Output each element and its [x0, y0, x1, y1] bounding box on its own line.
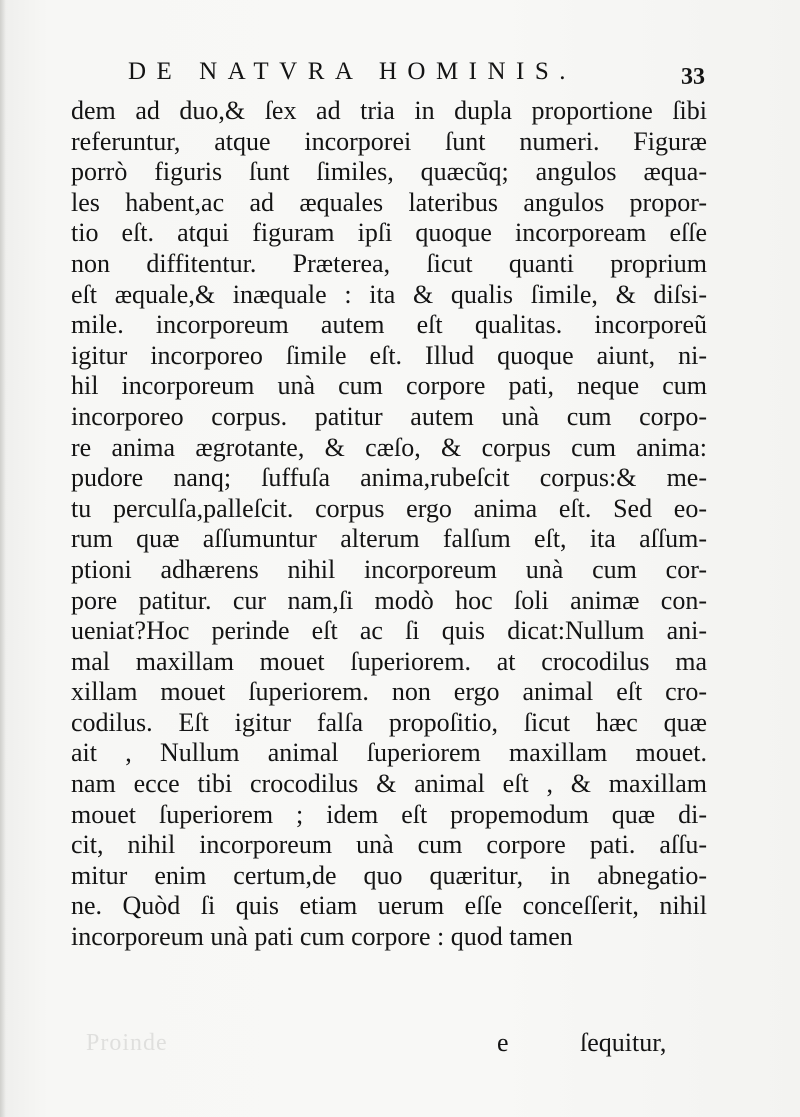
text-line: nam ecce tibi crocodilus & animal eſt , & maxillam [71, 769, 707, 799]
page-footer [0, 1028, 800, 1062]
text-line: pudore nanq; ſuffuſa anima,rubeſcit corpus:& me- [71, 463, 707, 493]
running-title: DE NATVRA HOMINIS. [128, 58, 577, 85]
text-line: rum quæ aſſumuntur alterum falſum eſt, ita aſſum- [71, 524, 707, 554]
text-line: igitur incorporeo ſimile eſt. Illud quoque aiunt, ni- [71, 340, 707, 370]
text-line: hil incorporeum unà cum corpore pati, neque cum [71, 371, 707, 401]
text-line: ait , Nullum animal ſuperiorem maxillam mouet. [71, 738, 707, 768]
show-through-text: Proinde [86, 1030, 168, 1056]
text-line: re anima ægrotante, & cæſo, & corpus cum anima: [71, 432, 707, 462]
text-line: referuntur, atque incorporei ſunt numeri. Figuræ [71, 126, 707, 156]
page-number: 33 [681, 64, 705, 90]
signature-mark: e [497, 1028, 509, 1057]
body-text [71, 96, 707, 953]
text-line: non diffitentur. Præterea, ſicut quanti proprium [71, 248, 707, 278]
text-line: tu perculſa,palleſcit. corpus ergo anima eſt. Sed eo- [71, 493, 707, 523]
text-line: ptioni adhærens nihil incorporeum unà cum cor- [71, 554, 707, 584]
text-line: pore patitur. cur nam,ſi modò hoc ſoli animæ con- [71, 585, 707, 615]
text-line: porrò figuris ſunt ſimiles, quæcũq; angulos æqua- [71, 157, 707, 187]
text-line: tio eſt. atqui figuram ipſi quoque incorpoream eſſe [71, 218, 707, 248]
text-line: mile. incorporeum autem eſt qualitas. incorporeũ [71, 310, 707, 340]
text-line: mitur enim certum,de quo quæritur, in abnegatio- [71, 860, 707, 890]
text-line: incorporeo corpus. patitur autem unà cum corpo- [71, 401, 707, 431]
text-line: mouet ſuperiorem ; idem eſt propemodum quæ di- [71, 799, 707, 829]
gutter-shadow [0, 0, 6, 1117]
text-line: mal maxillam mouet ſuperiorem. at crocodilus ma [71, 646, 707, 676]
text-line: codilus. Eſt igitur falſa propoſitio, ſicut hæc quæ [71, 707, 707, 737]
catchword: ſequitur, [580, 1028, 667, 1057]
text-line: incorporeum unà pati cum corpore : quod tamen [71, 922, 573, 952]
text-line: ueniat?Hoc perinde eſt ac ſi quis dicat:Nullum ani- [71, 616, 707, 646]
page-header [128, 58, 718, 92]
text-line: cit, nihil incorporeum unà cum corpore pati. aſſu- [71, 830, 707, 860]
text-line: xillam mouet ſuperiorem. non ergo animal eſt cro- [71, 677, 707, 707]
text-line: eſt æquale,& inæquale : ita & qualis ſimile, & diſsi- [71, 279, 707, 309]
text-line: ne. Quòd ſi quis etiam uerum eſſe conceſſerit, nihil [71, 891, 707, 921]
text-line: dem ad duo,& ſex ad tria in dupla proportione ſibi [71, 96, 707, 125]
text-line: les habent,ac ad æquales lateribus angulos propor- [71, 187, 707, 217]
